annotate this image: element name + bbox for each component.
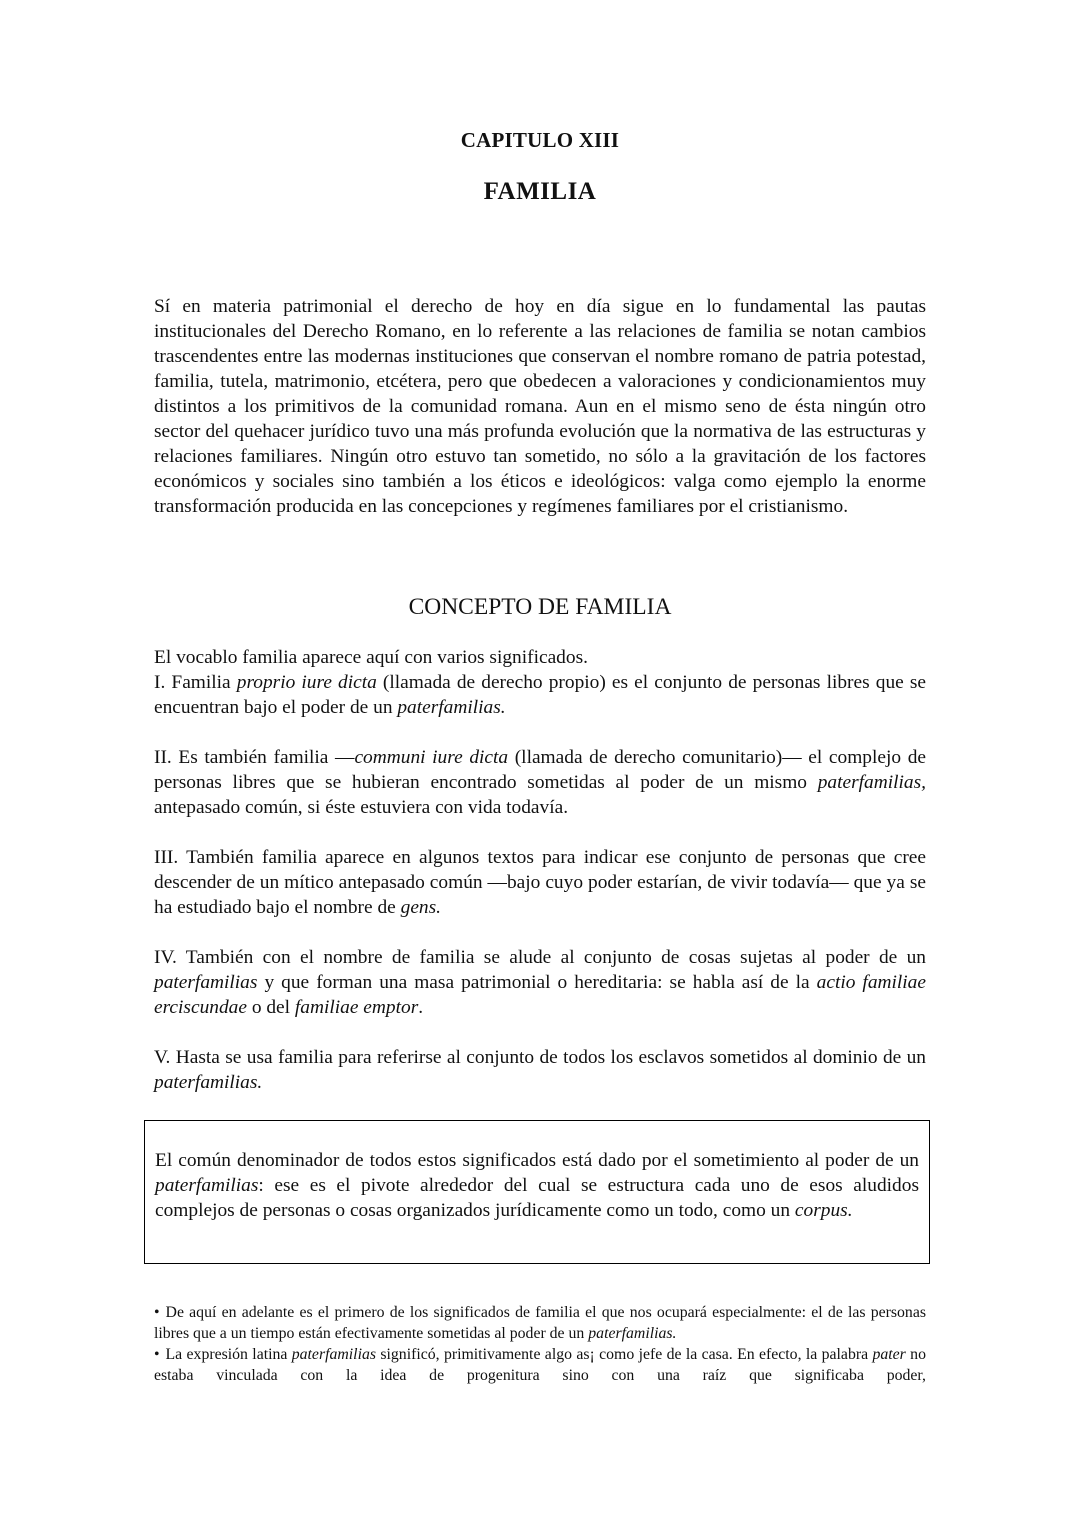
footnotes xyxy=(154,1302,926,1386)
bullet-icon: • xyxy=(154,1346,160,1363)
footnote-1: • De aquí en adelante es el primero de los significados de familia el que nos ocupará especialmente: el de las personas libres que a un tiempo están efectivamente sometidas al poder de un paterfamilias. xyxy=(154,1304,926,1342)
definition-3: III. También familia aparece en algunos textos para indicar ese conjunto de personas que cree descender de un mítico antepasado común —bajo cuyo poder estarían, de vivir todavía— que ya se ha estudiado bajo el nombre de gens. xyxy=(154,847,926,918)
footnote-2: • La expresión latina paterfamilias significó, primitivamente algo as¡ como jefe de la casa. En efecto, la palabra pater no estaba vinculada con la idea de progenitura sino con una raíz que significaba poder, xyxy=(154,1346,926,1384)
definition-4: IV. También con el nombre de familia se alude al conjunto de cosas sujetas al poder de un paterfamilias y que forman una masa patrimonial o hereditaria: se habla así de la actio familiae erciscundae o del familiae emptor. xyxy=(154,947,926,1018)
chapter-title: FAMILIA xyxy=(483,178,597,205)
section-heading: CONCEPTO DE FAMILIA xyxy=(408,594,672,620)
intro-paragraph: Sí en materia patrimonial el derecho de hoy en día sigue en lo fundamental las pautas institucionales del Derecho Romano, en lo referente a las relaciones de familia se notan cambios trascendentes entre las modernas instituciones que conservan el nombre romano de patria potestad, familia, tutela, matrimonio, etcétera, pero que obedecen a valoraciones y condicionamientos muy distintos a los primitivos de la comunidad romana. Aun en el mismo seno de ésta ningún otro sector del quehacer jurídico tuvo una más profunda evolución que la normativa de las estructuras y relaciones familiares. Ningún otro estuvo tan sometido, no sólo a la gravitación de los factores económicos y sociales sino también a los éticos e ideológicos: valga como ejemplo la enorme transformación producida en las concepciones y regímenes familiares por el cristianismo. xyxy=(154,296,926,517)
bullet-icon: • xyxy=(154,1304,160,1321)
definition-1: I. Familia proprio iure dicta (llamada de derecho propio) es el conjunto de personas libres que se encuentran bajo el poder de un paterfamilias. xyxy=(154,672,927,718)
summary-text: El común denominador de todos estos significados está dado por el sometimiento al poder de un paterfamilias: ese es el pivote alrededor del cual se estructura cada uno de esos aludidos complejos de personas o cosas organizados jurídicamente como un todo, como un corpus. xyxy=(155,1150,919,1221)
definition-5: V. Hasta se usa familia para referirse al conjunto de todos los esclavos sometidos al dominio de un paterfamilias. xyxy=(154,1047,926,1093)
definition-2: II. Es también familia —communi iure dicta (llamada de derecho comunitario)— el complejo de personas libres que se hubieran encontrado sometidas al poder de un mismo paterfamilias, antepasado común, si éste estuviera con vida todavía. xyxy=(154,747,926,818)
chapter-number: CAPITULO XIII xyxy=(460,128,620,152)
definitions-lead: El vocablo familia aparece aquí con varios significados. xyxy=(154,647,588,668)
summary-box xyxy=(144,1120,930,1264)
definitions-list xyxy=(154,645,926,1095)
